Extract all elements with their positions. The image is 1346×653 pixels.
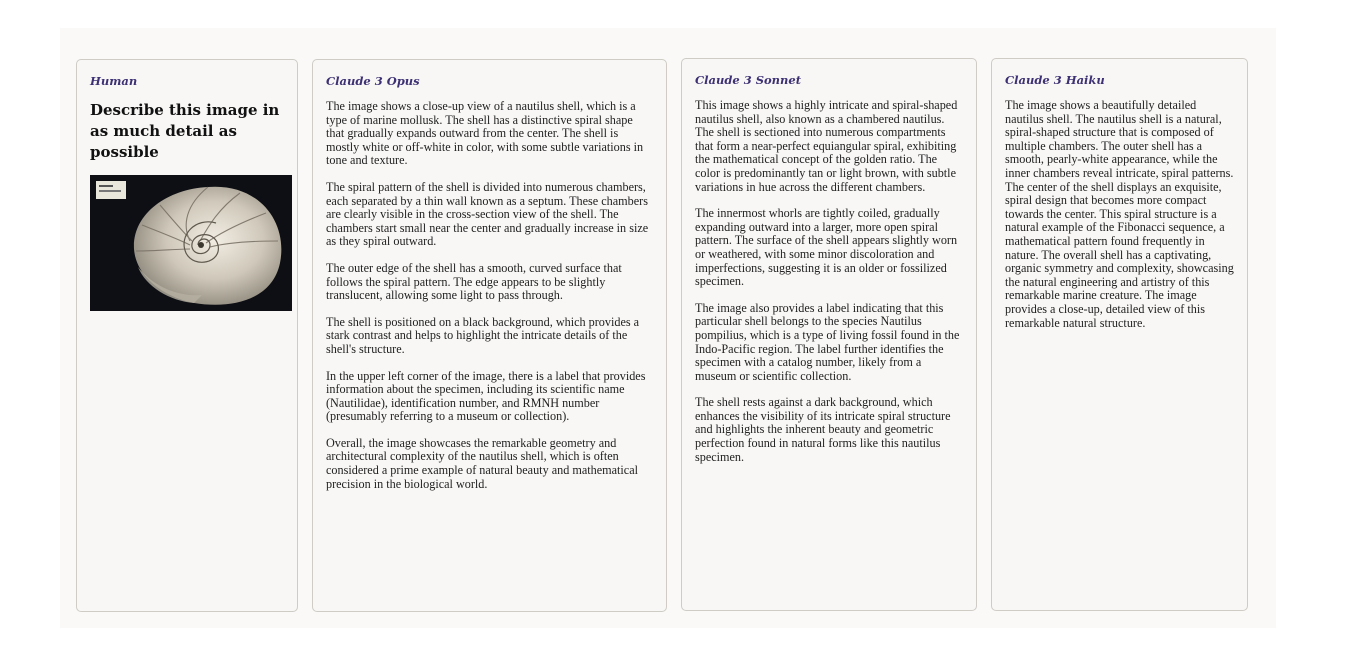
human-card — [76, 59, 298, 612]
haiku-card — [991, 58, 1248, 611]
nautilus-shell-image — [90, 175, 292, 311]
sonnet-paragraph: This image shows a highly intricate and spiral-shaped nautilus shell, also known as a chambered nautilus. The shell is sectioned into numerous compartments that form a near-perfect equiangular spiral, exhibiting the mathematical concept of the golden ratio. The color is predominantly tan or light brown, with subtle variations in hue across the different chambers. — [695, 98, 958, 194]
sonnet-card — [681, 58, 977, 611]
opus-paragraph: The image shows a close-up view of a nautilus shell, which is a type of marine mollusk. The shell has a distinctive spiral shape that gradually expands outward from the center. The shell is mostly white or off-white in color, with some subtle variations in tone and texture. — [326, 99, 644, 168]
opus-paragraph: The spiral pattern of the shell is divided into numerous chambers, each separated by a thin wall known as a septum. These chambers are clearly visible in the cross-section view of the shell. The chambers start small near the center and gradually increase in size as they spiral outward. — [326, 179, 649, 249]
human-card-title: Human — [90, 74, 138, 88]
opus-paragraph: The outer edge of the shell has a smooth, curved surface that follows the spiral pattern. The edge appears to be slightly translucent, allowing some light to pass through. — [326, 260, 622, 303]
sonnet-paragraph: The image also provides a label indicating that this particular shell belongs to the species Nautilus pompilius, which is a type of living fossil found in the Indo-Pacific region. The label further identifies the specimen with a catalog number, likely from a museum or scientific collection. — [695, 300, 960, 383]
opus-paragraph: Overall, the image showcases the remarkable geometry and architectural complexity of the nautilus shell, which is often considered a prime example of natural beauty and mathematical precision in the biological world. — [326, 435, 639, 491]
haiku-paragraph: The image shows a beautifully detailed nautilus shell. The nautilus shell is a natural, spiral-shaped structure that is composed of multiple chambers. The outer shell has a smooth, pearly-white appearance, while the inner chambers reveal intricate, spiral patterns. The center of the shell displays an exquisite, spiral design that becomes more compact towards the center. This spiral structure is a natural example of the Fibonacci sequence, a mathematical pattern found frequently in nature. The overall shell has a captivating, organic symmetry and complexity, showcasing the natural engineering and artistry of this remarkable marine creature. The image provides a close-up, detailed view of this remarkable natural structure. — [1005, 98, 1234, 330]
opus-card-title: Claude 3 Opus — [326, 74, 420, 88]
sonnet-paragraph: The shell rests against a dark background, which enhances the visibility of its intricate spiral structure and highlights the inherent beauty and geometric perfection found in natural forms like this nautilus specimen. — [695, 395, 951, 464]
opus-paragraph: The shell is positioned on a black background, which provides a stark contrast and helps to highlight the intricate details of the shell's structure. — [326, 314, 640, 356]
nautilus-shell-illustration — [90, 175, 292, 311]
sonnet-paragraph: The innermost whorls are tightly coiled, gradually expanding outward into a larger, more open spiral pattern. The surface of the shell appears slightly worn or weathered, with some minor discoloration and imperfections, suggesting it is an older or fossilized specimen. — [695, 206, 958, 289]
haiku-card-title: Claude 3 Haiku — [1005, 73, 1105, 87]
human-prompt: Describe this image in as much detail as possible — [90, 101, 280, 161]
sonnet-card-title: Claude 3 Sonnet — [695, 73, 802, 87]
opus-card — [312, 59, 667, 612]
opus-paragraph: In the upper left corner of the image, there is a label that provides information about the specimen, including its scientific name (Nautilidae), identification number, and RMNH number (presumably referring to a museum or collection). — [326, 368, 646, 424]
